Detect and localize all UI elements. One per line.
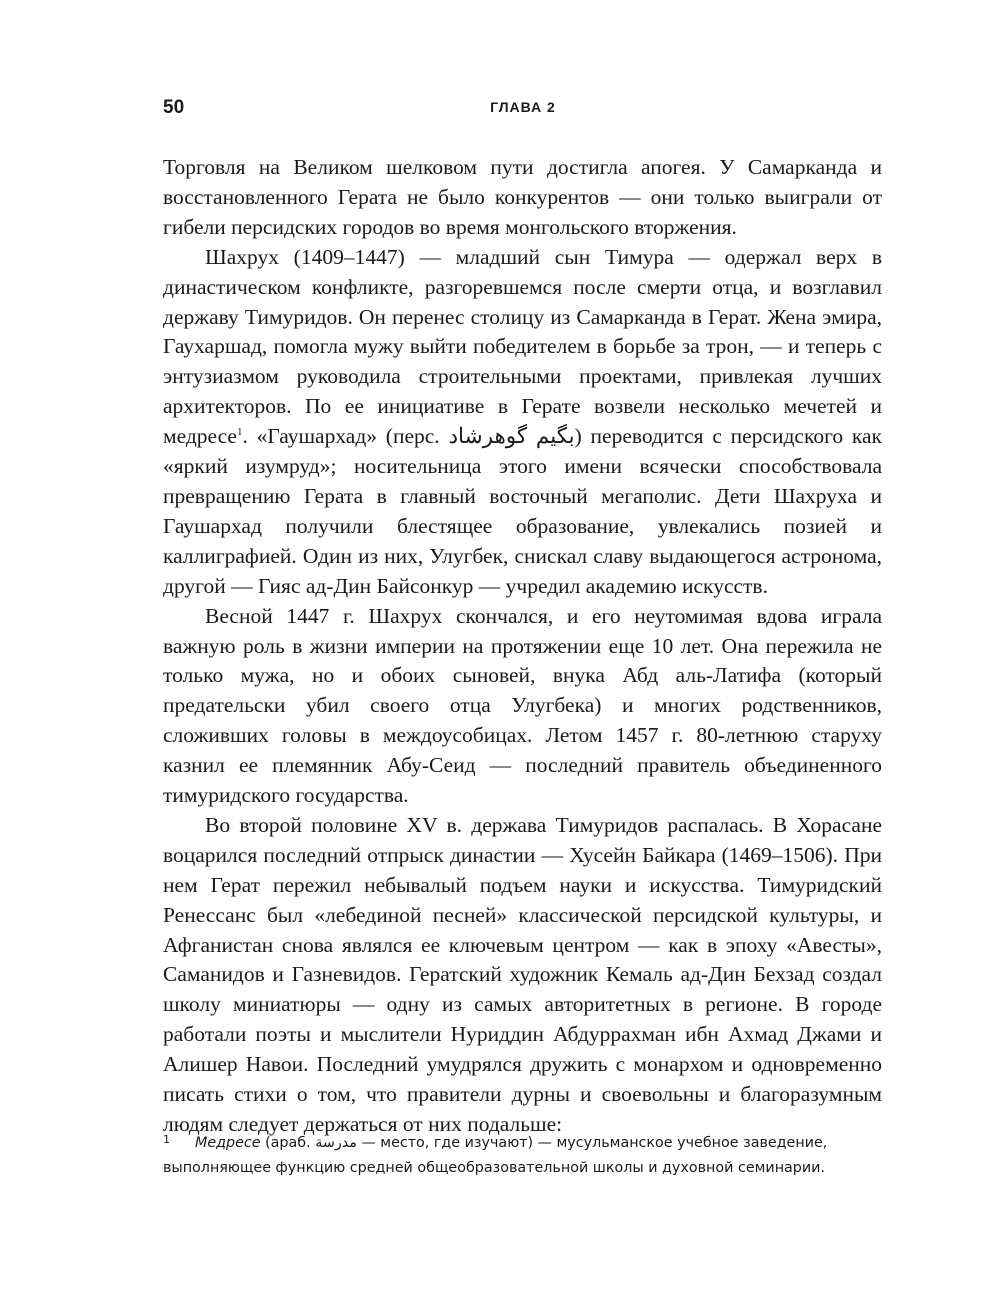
footnote-line xyxy=(163,1131,883,1156)
page-number: 50 xyxy=(163,97,185,118)
paragraph: Торговля на Великом шелковом пути достигла апогея. У Самарканда и восстановленного Герата не было конкурентов — они только выиграли от гибели персидских городов во время монгольского вторжения. xyxy=(163,155,882,239)
footnote-line: выполняющее функцию средней общеобразовательной школы и духовной семинарии. xyxy=(163,1160,826,1176)
paragraph-text: Шахрух (1409–1447) — младший сын Тимура — одержал верх в династическом конфликте, разгоревшемся после смерти отца, и возглавил державу Тимуридов. Он перенес столицу из Самарканда в Герат. Жена эмира, Гаухаршад, помогла мужу выйти победителем в борьбе за трон, — и теперь с энтузиазмом руководила строительными проектами, привлекая лучших архитекторов. По ее инициативе в Герате возвели несколько мечетей и медресе xyxy=(163,244,882,449)
footnote-text: — место, где изучают) — мусульманское учебное заведение, xyxy=(356,1135,828,1151)
footnote-text: (араб. xyxy=(260,1135,316,1151)
footnote-term: Медресе xyxy=(195,1135,261,1151)
arabic-word: مدرسة xyxy=(315,1135,357,1151)
persian-name: بگیم گوهرشاد xyxy=(448,424,575,449)
footnote-reference: 1 xyxy=(236,426,243,438)
body-text xyxy=(163,153,882,1140)
paragraph-text: . «Гаушархад» (перс. xyxy=(242,424,449,449)
chapter-title: ГЛАВА 2 xyxy=(490,99,556,115)
page-header xyxy=(163,97,883,125)
paragraph: Весной 1447 г. Шахрух скончался, и его неутомимая вдова играла важную роль в жизни империи на протяжении еще 10 лет. Она пережила не только мужа, но и обоих сыновей, внука Абд аль-Латифа (который предательски убил своего отца Улугбека) и многих родственников, сложивших головы в междоусобицах. Летом 1457 г. 80-летнюю старуху казнил ее племянник Абу-Сеид — последний правитель объединенного тимуридского государства. xyxy=(163,603,882,808)
paragraph-text: ) переводится с персидского как «яркий изумруд»; носительница этого имени всячески способствовала превращению Герата в главный восточный мегаполис. Дети Шахруха и Гаушархад получили блестящее образование, увлекались позией и каллиграфией. Один из них, Улугбек, снискал славу выдающегося астронома, другой — Гияс ад-Дин Байсонкур — учредил академию искусств. xyxy=(163,424,882,598)
paragraph xyxy=(163,243,882,602)
footnote-number: 1 xyxy=(163,1133,170,1146)
paragraph: Во второй половине XV в. держава Тимуридов распалась. В Хорасане воцарился последний отпрыск династии — Хусейн Байкара (1469–1506). При нем Герат пережил небывалый подъем науки и искусства. Тимуридский Ренессанс был «лебединой песней» классической персидской культуры, и Афганистан снова являлся ее ключевым центром — как в эпоху «Авесты», Саманидов и Газневидов. Гератский художник Кемаль ад-Дин Бехзад создал школу миниатюры — одну из самых авторитетных в регионе. В городе работали поэты и мыслители Нуриддин Абдуррахман ибн Ахмад Джами и Алишер Навои. Последний умудрялся дружить с монархом и одновременно писать стихи о том, что правители дурны и своевольны и благоразумным людям следует держаться от них подальше: xyxy=(163,812,882,1136)
footnote xyxy=(163,1131,883,1181)
